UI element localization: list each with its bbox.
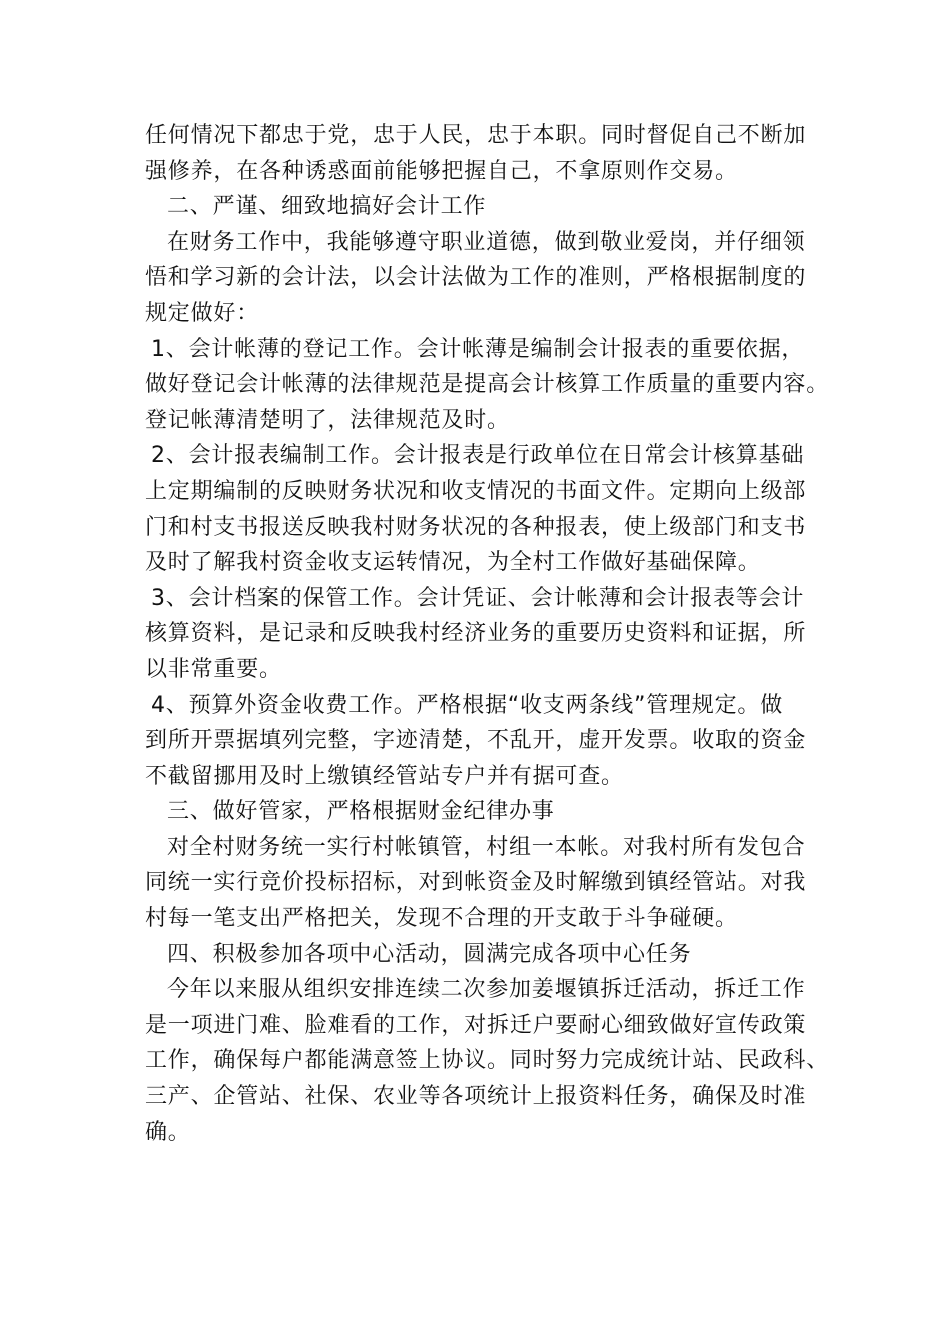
text-line: 任何情况下都忠于党，忠于人民，忠于本职。同时督促自己不断加 (145, 123, 807, 148)
text-line: 今年以来服从组织安排连续二次参加姜堰镇拆迁活动，拆迁工作 (167, 977, 806, 1003)
text-line: 及时了解我村资金收支运转情况，为全村工作做好基础保障。 (145, 550, 761, 576)
text-line: 确。 (145, 1119, 191, 1145)
text-line: 三、做好管家，严格根据财金纪律办事 (167, 799, 555, 825)
text-line: 悟和学习新的会计法，以会计法做为工作的准则，严格根据制度的 (145, 265, 807, 291)
text-line: 3、会计档案的保管工作。会计凭证、会计帐薄和会计报表等会计 (151, 585, 805, 611)
text-line: 到所开票据填列完整，字迹清楚，不乱开，虚开发票。收取的资金 (145, 728, 807, 754)
text-line: 工作，确保每户都能满意签上协议。同时努力完成统计站、民政科、 (145, 1048, 830, 1074)
text-line: 对全村财务统一实行村帐镇管，村组一本帐。对我村所有发包合 (167, 834, 806, 860)
text-line: 做好登记会计帐薄的法律规范是提高会计核算工作质量的重要内容。 (145, 372, 830, 398)
text-line: 上定期编制的反映财务状况和收支情况的书面文件。定期向上级部 (145, 478, 807, 504)
text-line: 强修养，在各种诱惑面前能够把握自己，不拿原则作交易。 (145, 158, 738, 184)
text-line: 门和村支书报送反映我村财务状况的各种报表，使上级部门和支书 (145, 514, 807, 540)
text-line: 以非常重要。 (145, 656, 282, 682)
text-line: 核算资料，是记录和反映我村经济业务的重要历史资料和证据，所 (145, 621, 807, 647)
text-line: 村每一笔支出严格把关，发现不合理的开支敢于斗争碰硬。 (145, 906, 738, 932)
text-line: 二、严谨、细致地搞好会计工作 (167, 194, 487, 220)
text-line: 4、预算外资金收费工作。严格根据“收支两条线”管理规定。做 (151, 692, 783, 718)
text-line: 1、会计帐薄的登记工作。会计帐薄是编制会计报表的重要依据， (151, 336, 805, 362)
text-line: 规定做好： (145, 300, 260, 326)
text-line: 登记帐薄清楚明了，法律规范及时。 (145, 407, 510, 433)
text-line: 不截留挪用及时上缴镇经管站专户并有据可查。 (145, 763, 624, 789)
text-line: 在财务工作中，我能够遵守职业道德，做到敬业爱岗，并仔细领 (167, 229, 806, 255)
text-line: 同统一实行竞价投标招标，对到帐资金及时解缴到镇经管站。对我 (145, 870, 807, 896)
document-body (145, 118, 830, 1150)
text-line: 是一项进门难、脸难看的工作，对拆迁户要耐心细致做好宣传政策 (145, 1012, 807, 1038)
text-line: 2、会计报表编制工作。会计报表是行政单位在日常会计核算基础 (151, 443, 805, 469)
text-line: 三产、企管站、社保、农业等各项统计上报资料任务，确保及时准 (145, 1084, 807, 1110)
text-line: 四、积极参加各项中心活动，圆满完成各项中心任务 (167, 941, 692, 967)
